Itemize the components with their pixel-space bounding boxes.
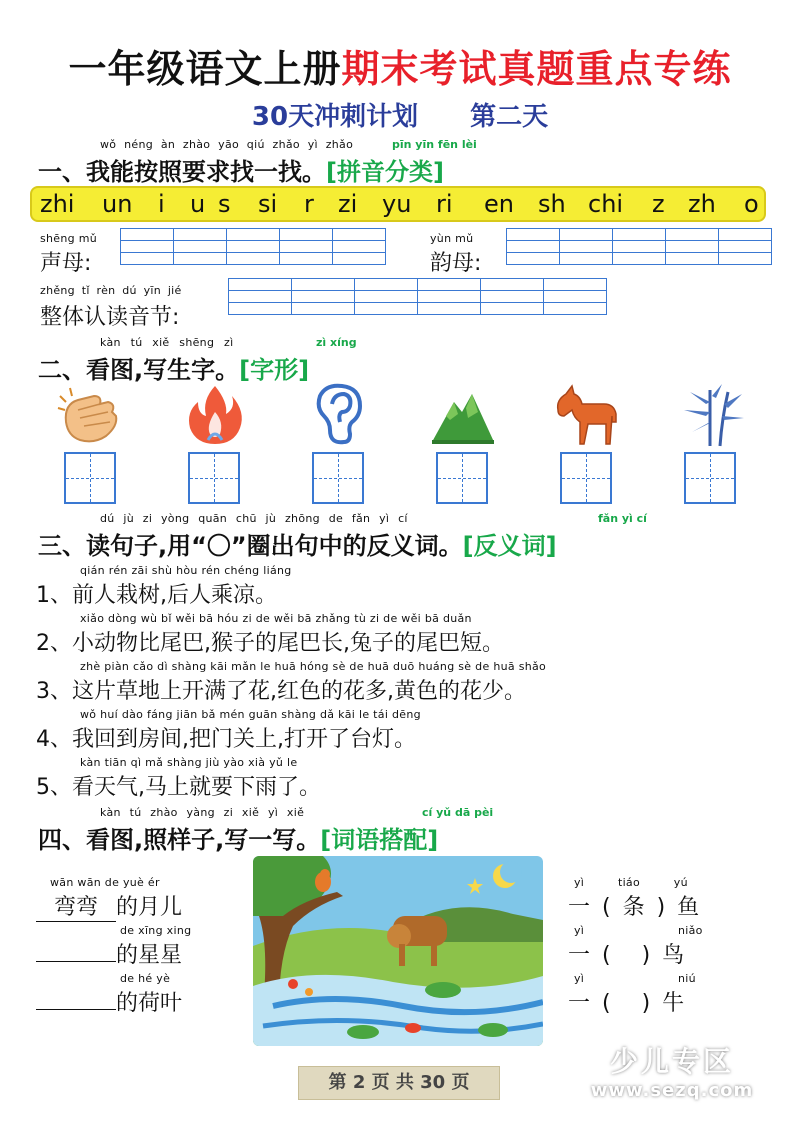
page-title (0, 38, 800, 93)
syllable: u (190, 190, 206, 218)
sentence: 3、这片草地上开满了花,红色的花多,黄色的花少。 (36, 679, 526, 704)
horse-icon (552, 382, 622, 448)
finals-grid[interactable] (506, 228, 772, 265)
page-number: 第 2 页 共 30 页 (298, 1066, 500, 1100)
watermark-name: 少儿专区 (609, 1045, 734, 1078)
left-text: 的星星 (116, 943, 183, 968)
initials-pinyin: shēng mǔ (40, 232, 98, 245)
syllable-bar (30, 186, 766, 222)
answer-blank[interactable] (36, 961, 116, 962)
finals-pinyin: yùn mǔ (430, 232, 474, 245)
finals-label: 韵母: (430, 251, 482, 276)
day-label: 第二天 (470, 102, 549, 132)
section3-heading (38, 526, 557, 561)
syllable: s (218, 190, 231, 218)
syllable: yu (382, 190, 412, 218)
section4-pinyin: kàn tú zhào yàng zi xiě yì xiě (100, 806, 305, 819)
right-pinyin: yì tiáo yú (574, 876, 688, 889)
syllable: en (484, 190, 514, 218)
right-pinyin: yì niú (574, 972, 696, 985)
section2-heading-text: 二、看图,写生字。 (38, 356, 240, 384)
syllable: chi (588, 190, 624, 218)
syllable: un (102, 190, 133, 218)
right-pinyin: yì niǎo (574, 924, 703, 937)
sentence: 2、小动物比尾巴,猴子的尾巴长,兔子的尾巴短。 (36, 631, 504, 656)
initials-grid[interactable] (120, 228, 386, 265)
watermark (572, 1040, 772, 1101)
sentence-pinyin: xiǎo dòng wù bǐ wěi bā hóu zi de wěi bā zhǎng tù zi de wěi bā duǎn (80, 612, 472, 625)
section1-heading (38, 152, 444, 187)
section3-tag: [反义词] (462, 532, 557, 560)
syllable: r (304, 190, 314, 218)
write-box[interactable] (684, 452, 736, 504)
syllable: si (258, 190, 278, 218)
title-black: 一年级语文上册 (68, 47, 342, 91)
ear-icon (304, 382, 374, 448)
write-box[interactable] (436, 452, 488, 504)
sentence: 5、看天气,马上就要下雨了。 (36, 775, 321, 800)
section1-tag: [拼音分类] (326, 158, 444, 186)
section1-heading-text: 一、我能按照要求找一找。 (38, 158, 326, 186)
section4-tag-pinyin: cí yǔ dā pèi (422, 806, 494, 819)
write-box[interactable] (560, 452, 612, 504)
right-item: 一( )鸟 (568, 943, 697, 968)
sentence: 4、我回到房间,把门关上,打开了台灯。 (36, 727, 416, 752)
bamboo-icon (676, 382, 746, 448)
section4-heading-text: 四、看图,照样子,写一写。 (38, 826, 321, 854)
answer-blank[interactable]: 弯弯 (36, 890, 116, 922)
write-box[interactable] (188, 452, 240, 504)
mountain-icon (428, 382, 498, 448)
plan-label: 30天冲刺计划 (251, 102, 419, 132)
whole-label: 整体认读音节: (40, 305, 180, 330)
syllable: sh (538, 190, 566, 218)
left-text: 的荷叶 (116, 991, 183, 1016)
syllable: zi (338, 190, 358, 218)
syllable: zhi (40, 190, 75, 218)
sentence-pinyin: wǒ huí dào fáng jiān bǎ mén guān shàng dǎ kāi le tái dēng (80, 708, 421, 721)
write-box[interactable] (64, 452, 116, 504)
clap-hands-icon (56, 382, 126, 448)
section3-tag-pinyin: fǎn yì cí (598, 512, 647, 525)
section2-tag-pinyin: zì xíng (316, 336, 357, 349)
right-item: 一( )牛 (568, 991, 697, 1016)
initials-label: 声母: (40, 251, 92, 276)
write-box[interactable] (312, 452, 364, 504)
left-pinyin: wān wān de yuè ér (50, 876, 160, 889)
right-item: 一(条)鱼 (568, 895, 712, 920)
left-item (36, 986, 182, 1017)
section3-pinyin: dú jù zi yòng quān chū jù zhōng de fǎn yì cí (100, 512, 408, 525)
left-pinyin: de xīng xing (120, 924, 192, 937)
pond-scene-illustration (253, 856, 543, 1046)
sentence-pinyin: zhè piàn cǎo dì shàng kāi mǎn le huā hóng sè de huā duō huáng sè de huā shǎo (80, 660, 547, 673)
title-red: 期末考试真题重点专练 (341, 47, 732, 91)
section1-pinyin: wǒ néng àn zhào yāo qiú zhǎo yì zhǎo (100, 138, 354, 151)
section1-tag-pinyin: pīn yīn fēn lèi (392, 138, 477, 151)
subtitle (0, 96, 800, 133)
syllable: z (652, 190, 665, 218)
whole-pinyin: zhěng tǐ rèn dú yīn jié (40, 284, 182, 297)
fire-icon (180, 382, 250, 448)
sentence: 1、前人栽树,后人乘凉。 (36, 583, 277, 608)
syllable: o (744, 190, 759, 218)
section2-pinyin: kàn tú xiě shēng zì (100, 336, 234, 349)
left-text: 的月儿 (116, 895, 183, 920)
syllable: ri (436, 190, 453, 218)
answer-blank[interactable] (36, 1009, 116, 1010)
sentence-pinyin: qián rén zāi shù hòu rén chéng liáng (80, 564, 292, 577)
left-item (36, 938, 182, 969)
section4-heading (38, 820, 438, 855)
sentence-pinyin: kàn tiān qì mǎ shàng jiù yào xià yǔ le (80, 756, 298, 769)
left-item (36, 890, 182, 922)
syllable: zh (688, 190, 716, 218)
section3-heading-text: 三、读句子,用“〇”圈出句中的反义词。 (38, 532, 463, 560)
whole-grid[interactable] (228, 278, 607, 315)
watermark-url: www.sezq.com (590, 1080, 754, 1101)
syllable: i (158, 190, 165, 218)
section2-heading (38, 350, 309, 385)
left-pinyin: de hé yè (120, 972, 171, 985)
section4-tag: [词语搭配] (320, 826, 439, 854)
section2-tag: [字形] (239, 356, 310, 384)
